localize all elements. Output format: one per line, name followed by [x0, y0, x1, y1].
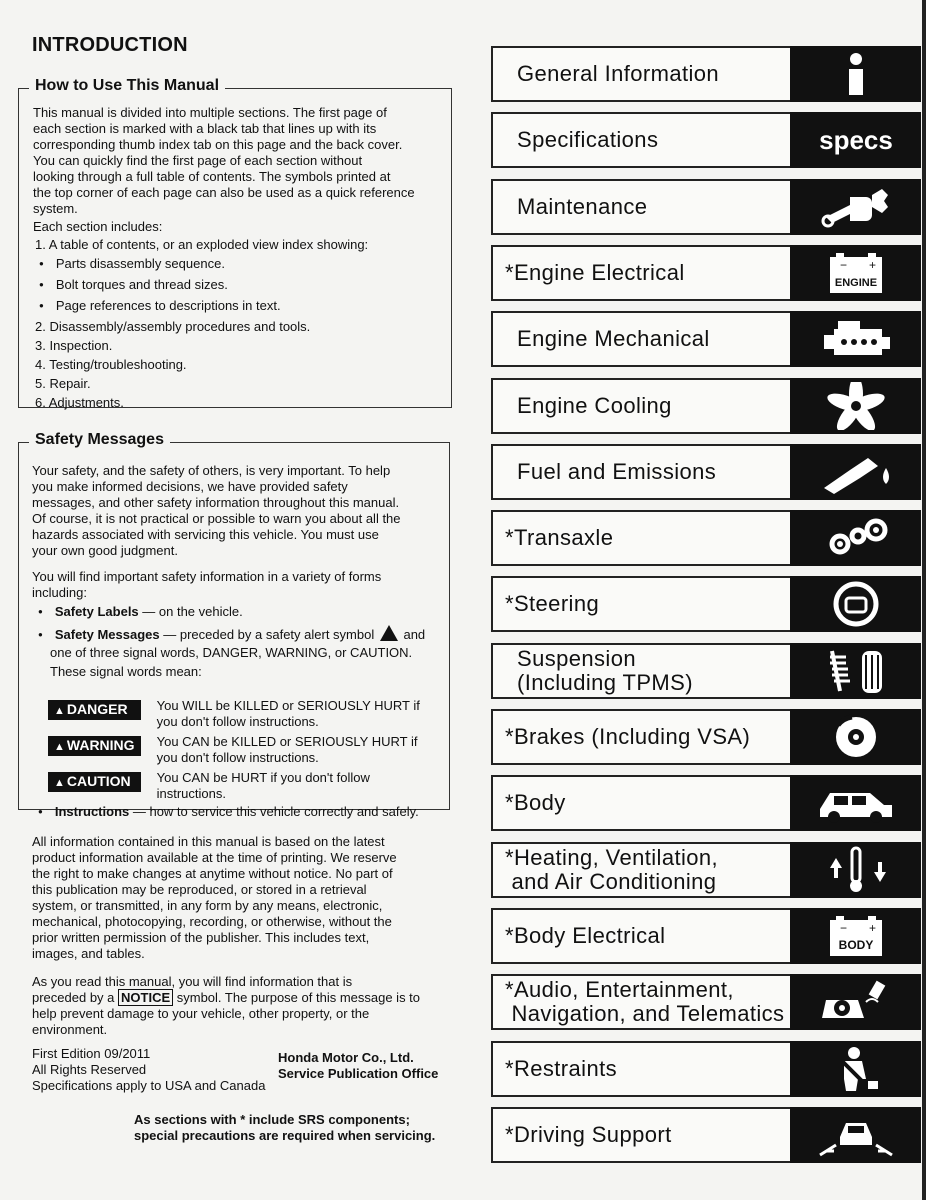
section-tab-label — [517, 446, 716, 498]
driving-support-icon — [790, 1107, 921, 1163]
section-tab-label — [505, 910, 665, 962]
warning-triangle-icon: ▲ — [54, 741, 65, 753]
text-line: including: — [32, 585, 87, 600]
how-to-use-box — [18, 77, 452, 410]
section-tab-label — [505, 1043, 617, 1095]
svg-text:−: − — [839, 258, 847, 272]
section-tab-4[interactable] — [491, 245, 921, 301]
text-line: You CAN be HURT if you don't follow — [156, 770, 370, 785]
text-line: you don't follow instructions. — [156, 750, 319, 765]
section-tab-17[interactable] — [491, 1107, 921, 1163]
legal-notice — [32, 834, 442, 1038]
tab-label-line: *Transaxle — [505, 525, 614, 550]
safety-labels-item — [32, 604, 442, 622]
section-tab-7[interactable] — [491, 444, 921, 500]
section-tab-label — [505, 844, 718, 896]
section-tab-8[interactable] — [491, 510, 921, 566]
how-to-use-heading: How to Use This Manual — [29, 77, 225, 95]
section-tab-label — [517, 645, 693, 697]
text-line: Specifications apply to USA and Canada — [32, 1078, 266, 1093]
text-line: environment. — [32, 1022, 108, 1037]
audio-satellite-icon — [790, 974, 921, 1030]
page-edge — [922, 0, 926, 1200]
text-line: hazards associated with servicing this vehicle. You must use — [32, 527, 379, 542]
text-fragment: and — [399, 627, 426, 642]
brake-disc-icon — [790, 709, 921, 765]
text-line: product information available at the time of printing. We reserve — [32, 850, 397, 865]
thermometer-icon — [790, 842, 921, 898]
text-line: you make informed decisions, we have provided safety — [32, 479, 348, 494]
tab-label-line: (Including TPMS) — [517, 670, 693, 695]
text-line: system. — [33, 201, 78, 216]
signal-row-warning — [32, 734, 442, 766]
edition-info — [32, 1046, 282, 1094]
steering-wheel-icon — [790, 576, 921, 632]
safety-messages-desc: — preceded by a safety alert symbol — [159, 627, 375, 642]
safety-messages-item — [32, 625, 442, 645]
publisher-info — [278, 1050, 458, 1082]
safety-messages-term: Safety Messages — [54, 627, 160, 642]
text-line: All information contained in this manual is based on the latest — [32, 834, 385, 849]
tab-label-line: *Audio, Entertainment, — [505, 977, 734, 1002]
svg-text:specs: specs — [818, 125, 893, 155]
text-line: instructions. — [156, 786, 226, 801]
section-tab-label — [505, 711, 750, 763]
tab-label-line: Engine Mechanical — [517, 326, 710, 351]
warning-triangle-icon: ▲ — [54, 705, 65, 717]
section-tab-label — [505, 1109, 672, 1161]
tab-label-line: Fuel and Emissions — [517, 459, 717, 484]
svg-text:−: − — [839, 921, 847, 935]
how-to-use-intro — [33, 105, 443, 217]
notice-line — [32, 990, 442, 1006]
notice-symbol: NOTICE — [118, 989, 173, 1006]
list-item: 2. Disassembly/assembly procedures and tools. — [35, 319, 311, 334]
fuel-nozzle-icon — [790, 444, 921, 500]
safety-labels-desc: — on the vehicle. — [138, 604, 243, 619]
safety-alert-icon — [380, 625, 398, 641]
text-line: As you read this manual, you will find information that is — [32, 974, 353, 989]
signal-word: CAUTION — [66, 773, 131, 789]
svg-text:+: + — [868, 258, 876, 272]
text-line: Of course, it is not practical or possible to warn you about all the — [32, 511, 401, 526]
safety-messages-box — [18, 431, 450, 819]
signal-description — [157, 734, 442, 766]
list-item: 5. Repair. — [35, 376, 91, 391]
tab-label-line: Specifications — [517, 127, 659, 152]
section-tab-9[interactable] — [491, 576, 921, 632]
text-line: the top corner of each page can also be used as a quick reference — [33, 185, 415, 200]
section-tab-label — [517, 313, 710, 365]
svg-text:+: + — [868, 921, 876, 935]
tab-label-line: Navigation, and Telematics — [505, 1001, 785, 1026]
text-line: this publication may be reproduced, or stored in a retrieval — [32, 882, 367, 897]
signal-description — [157, 770, 442, 802]
section-tab-label — [505, 247, 685, 299]
text-line: You can quickly find the first page of each section without — [33, 153, 363, 168]
bullet-item: ● Bolt torques and thread sizes. — [33, 277, 443, 295]
section-tab-12[interactable] — [491, 775, 921, 831]
section-tab-11[interactable] — [491, 709, 921, 765]
how-to-use-body — [33, 105, 443, 411]
text-line: one of three signal words, DANGER, WARNING, or CAUTION. — [50, 645, 413, 660]
text-line: looking through a full table of contents. The symbols printed at — [33, 169, 391, 184]
warning-badge — [48, 736, 141, 756]
section-tab-label — [505, 512, 613, 564]
section-tab-label — [505, 578, 599, 630]
page-title: INTRODUCTION — [32, 34, 188, 56]
instructions-item — [32, 804, 442, 822]
section-tab-16[interactable] — [491, 1041, 921, 1097]
text-line: mechanical, photocopying, recording, or otherwise, without the — [32, 914, 392, 929]
tab-label-line: *Body — [505, 790, 566, 815]
section-tab-10[interactable] — [491, 643, 921, 699]
section-tab-6[interactable] — [491, 378, 921, 434]
section-tab-1[interactable] — [491, 46, 921, 102]
specs-icon — [790, 112, 921, 168]
tab-label-line: *Driving Support — [505, 1122, 672, 1147]
text-line: you don't follow instructions. — [156, 714, 319, 729]
text-line: the right to make changes at anytime without notice. No part of — [32, 866, 393, 881]
text-line: corresponding thumb index tab on this page and the back cover. — [33, 137, 403, 152]
tab-label-line: and Air Conditioning — [505, 869, 717, 894]
section-tab-label — [517, 380, 672, 432]
section-tab-label — [517, 48, 719, 100]
seatbelt-icon — [790, 1041, 921, 1097]
text-line: First Edition 09/2011 — [32, 1046, 151, 1061]
text-line: This manual is divided into multiple sections. The first page of — [33, 105, 387, 120]
text-line: help prevent damage to your vehicle, other property, or the — [32, 1006, 370, 1021]
text-line: your own good judgment. — [32, 543, 178, 558]
svg-text:ENGINE: ENGINE — [834, 277, 877, 289]
tab-label-line: *Heating, Ventilation, — [505, 845, 719, 870]
includes-heading: Each section includes: — [33, 219, 163, 234]
section-tab-label — [505, 976, 784, 1028]
text-line: Service Publication Office — [278, 1066, 439, 1081]
engine-battery-icon — [790, 245, 921, 301]
text-line: prior written permission of the publisher. This includes text, — [32, 930, 370, 945]
list-item: 6. Adjustments. — [35, 395, 124, 410]
text-fragment: symbol. The purpose of this message is to — [173, 990, 421, 1005]
text-line: each section is marked with a black tab that lines up with its — [33, 121, 377, 136]
gears-icon — [790, 510, 921, 566]
section-tab-5[interactable] — [491, 311, 921, 367]
text-line: You CAN be KILLED or SERIOUSLY HURT if — [156, 734, 418, 749]
signal-description — [157, 698, 442, 730]
tab-label-line: *Steering — [505, 591, 600, 616]
signal-row-danger — [32, 698, 442, 730]
section-tab-label — [517, 181, 647, 233]
wrench-hand-icon — [790, 179, 921, 235]
text-line: All Rights Reserved — [32, 1062, 147, 1077]
engine-block-icon — [790, 311, 921, 367]
safety-body — [32, 463, 442, 822]
text-line: These signal words mean: — [50, 664, 202, 679]
instructions-desc: — how to service this vehicle correctly and safely. — [129, 804, 419, 819]
text-line: system, or transmitted, in any form by any means, electronic, — [32, 898, 383, 913]
list-item: 3. Inspection. — [35, 338, 113, 353]
danger-badge — [48, 700, 141, 720]
signal-row-caution — [32, 770, 442, 802]
tab-label-line: Suspension — [517, 646, 636, 671]
list-item: 4. Testing/troubleshooting. — [35, 357, 187, 372]
instructions-term: Instructions — [54, 804, 130, 819]
section-tab-3[interactable] — [491, 179, 921, 235]
text-line: You will find important safety information in a variety of forms — [32, 569, 382, 584]
section-tab-13[interactable] — [491, 842, 921, 898]
fan-icon — [790, 378, 921, 434]
text-fragment: preceded by a — [32, 990, 119, 1005]
tab-label-line: *Restraints — [505, 1056, 617, 1081]
text-line: You WILL be KILLED or SERIOUSLY HURT if — [156, 698, 420, 713]
text-line: images, and tables. — [32, 946, 145, 961]
safety-heading: Safety Messages — [29, 431, 170, 449]
section-tab-14[interactable] — [491, 908, 921, 964]
tab-label-line: Maintenance — [517, 194, 648, 219]
text-line: As sections with * include SRS components; — [134, 1112, 410, 1127]
car-body-icon — [790, 775, 921, 831]
section-tab-label — [505, 777, 566, 829]
srs-note — [134, 1112, 454, 1144]
text-line: Your safety, and the safety of others, is very important. To help — [32, 463, 391, 478]
bullet-item: ● Page references to descriptions in text. — [33, 298, 443, 316]
svg-text:BODY: BODY — [838, 938, 873, 952]
section-tab-label — [517, 114, 658, 166]
text-line: messages, and other safety information throughout this manual. — [32, 495, 400, 510]
bullet-item: ● Parts disassembly sequence. — [33, 256, 443, 274]
suspension-tire-icon — [790, 643, 921, 699]
safety-labels-term: Safety Labels — [54, 604, 139, 619]
section-tab-2[interactable] — [491, 112, 921, 168]
tab-label-line: Engine Cooling — [517, 393, 672, 418]
signal-word: WARNING — [66, 737, 135, 753]
body-battery-icon — [790, 908, 921, 964]
caution-badge — [48, 772, 141, 792]
tab-label-line: *Engine Electrical — [505, 260, 685, 285]
list-item: 1. A table of contents, or an exploded view index showing: — [35, 237, 369, 252]
tab-label-line: General Information — [517, 61, 720, 86]
tab-label-line: *Brakes (Including VSA) — [505, 724, 751, 749]
text-line: special precautions are required when servicing. — [134, 1128, 436, 1143]
info-icon — [790, 46, 921, 102]
text-line: Honda Motor Co., Ltd. — [278, 1050, 414, 1065]
section-tab-15[interactable] — [491, 974, 921, 1030]
warning-triangle-icon: ▲ — [54, 777, 65, 789]
tab-label-line: *Body Electrical — [505, 923, 666, 948]
signal-word: DANGER — [66, 701, 128, 717]
